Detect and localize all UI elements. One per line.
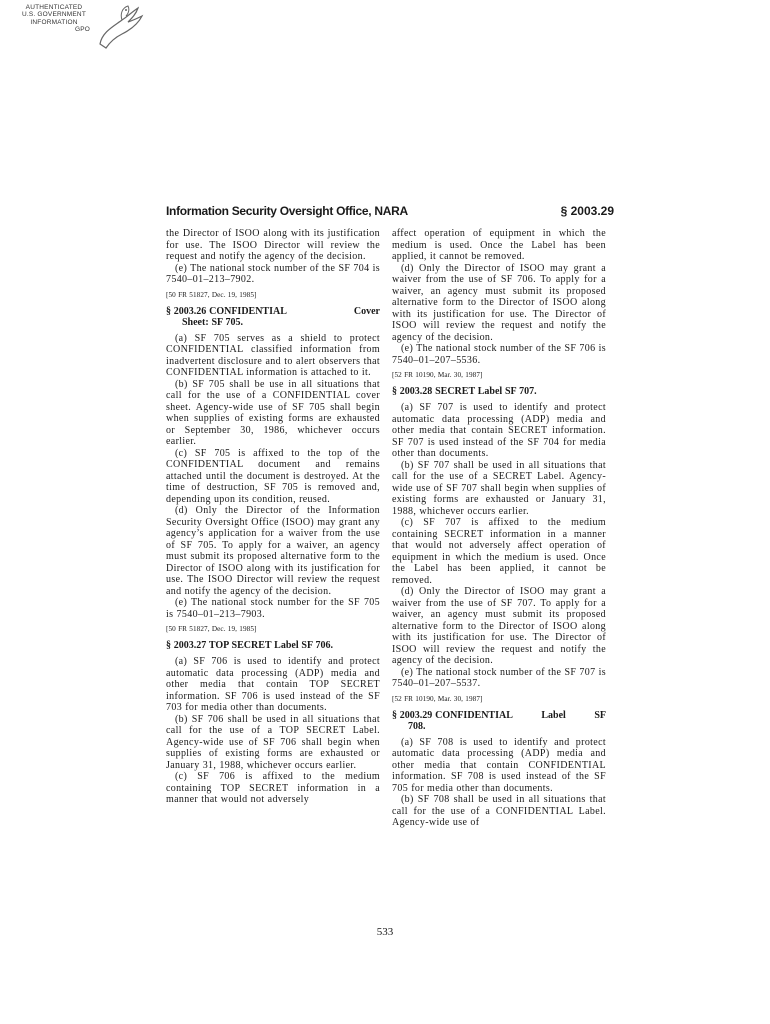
paragraph: (e) The national stock number of the SF 706 is 7540–01–207–5536. [392,343,606,366]
paragraph: the Director of ISOO along with its justification for use. The ISOO Director will review the request and notify the agency of the decision. [166,228,380,262]
paragraph: (b) SF 707 shall be used in all situations that call for the use of a SECRET Label. Agency-wide use of SF 707 shall begin when supplies of existing forms are exhausted or January 31, 1988, whichever occurs earlier. [392,459,606,517]
section-heading-part: Label [541,709,566,721]
stamp-line-1: AUTHENTICATED [25,4,83,11]
section-heading-2003-27: § 2003.27 TOP SECRET Label SF 706. [166,640,334,651]
section-heading-2003-28: § 2003.28 SECRET Label SF 707. [392,386,537,397]
paragraph: (b) SF 708 shall be used in all situations that call for the use of a CONFIDENTIAL Label. Agency-wide use of [392,794,606,828]
eagle-logo-icon [92,4,144,50]
header-section-number: § 2003.29 [560,204,614,218]
right-column [392,228,606,829]
paragraph: (c) SF 706 is affixed to the medium containing TOP SECRET information in a manner that would not adversely [166,771,380,805]
section-heading-part: SF [594,709,606,721]
authentication-stamp-text [6,4,102,34]
left-column [166,228,380,806]
citation: [52 FR 10190, Mar. 30, 1987] [392,371,483,379]
paragraph: (e) The national stock number of the SF 704 is 7540–01–213–7902. [166,262,380,285]
section-heading-part: Cover [353,305,380,317]
paragraph: (e) The national stock number for the SF 705 is 7540–01–213–7903. [166,597,380,620]
stamp-line-2: U.S. GOVERNMENT [21,11,87,19]
header-agency-title: Information Security Oversight Office, NARA [166,204,408,218]
paragraph: (c) SF 705 is affixed to the top of the CONFIDENTIAL document and remains attached until the document is destroyed. At the time of destruction, SF 705 is removed and, depending upon its condition, reused. [166,447,380,505]
paragraph: (e) The national stock number of the SF 707 is 7540–01–207–5537. [392,666,606,689]
paragraph: (d) Only the Director of ISOO may grant a waiver from the use of SF 706. To apply for a waiver, an agency must submit its proposed alternative form to the Director of ISOO along with its justification for use. The Director of ISOO will review the request and notify the agency of the decision. [392,262,606,343]
citation: [50 FR 51827, Dec. 19, 1985] [166,290,257,299]
stamp-line-4: GPO [74,26,90,34]
section-heading-part: § 2003.29 CONFIDENTIAL [392,709,513,721]
paragraph: (a) SF 705 serves as a shield to protect CONFIDENTIAL classified information from inadvertent disclosure and to alert observers that CONFIDENTIAL information is attached to it. [166,332,380,378]
stamp-line-3: INFORMATION [30,18,78,26]
citation: [52 FR 10190, Mar. 30, 1987] [392,694,483,703]
paragraph: (d) Only the Director of the Information Security Oversight Office (ISOO) may grant any agency’s application for a waiver from the use of SF 705. To apply for a waiver, an agency must submit its proposed alternative form to the Director of ISOO along with its justification for use. The ISOO Director will review the request and notify the agency of the decision. [166,505,380,597]
paragraph: (d) Only the Director of ISOO may grant a waiver from the use of SF 707. To apply for a waiver, an agency must submit its proposed alternative form to the Director of ISOO along with its justification for use. The Director of ISOO will review the request and notify the agency of the decision. [392,586,606,666]
paragraph: (b) SF 706 shall be used in all situations that call for the use of a TOP SECRET Label. Agency-wide use of SF 706 shall begin when supplies of existing forms are exhausted or January 31, 1988, whichever occurs earlier. [166,713,380,771]
section-heading-part: § 2003.26 CONFIDENTIAL [166,305,287,317]
citation: [50 FR 51827, Dec. 19, 1985] [166,625,257,633]
authentication-stamp [6,4,146,54]
paragraph: affect operation of equipment in which the medium is used. Once the Label has been applied, it cannot be removed. [392,228,606,262]
section-heading-2003-29 [392,710,606,732]
paragraph: (b) SF 705 shall be use in all situations that call for the use of a CONFIDENTIAL cover sheet. Agency-wide use of SF 705 shall begin when supplies of existing forms are exhausted or September 30, 1986, whichever occurs earlier. [166,378,380,447]
running-header [166,204,614,222]
paragraph: (a) SF 706 is used to identify and protect automatic data processing (ADP) media and other media that contain TOP SECRET information. SF 706 is used instead of the SF 703 for media other than documents. [166,656,380,713]
section-heading-part: Sheet: SF 705. [182,316,244,328]
section-heading-part: 708. [408,720,426,732]
paragraph: (c) SF 707 is affixed to the medium containing SECRET information in a manner that would not adversely affect operation of equipment in which the medium is used. Once the Label has been applied, it cannot be removed. [392,517,606,586]
section-heading-2003-26 [166,306,380,328]
page-number: 533 [376,926,394,938]
paragraph: (a) SF 708 is used to identify and protect automatic data processing (ADP) media and other media that contain CONFIDENTIAL information. SF 708 is used instead of the SF 705 for media other than documents. [392,736,606,794]
paragraph: (a) SF 707 is used to identify and protect automatic data processing (ADP) media and other media that contain SECRET information. SF 707 is used instead of the SF 704 for media other than documents. [392,402,606,459]
